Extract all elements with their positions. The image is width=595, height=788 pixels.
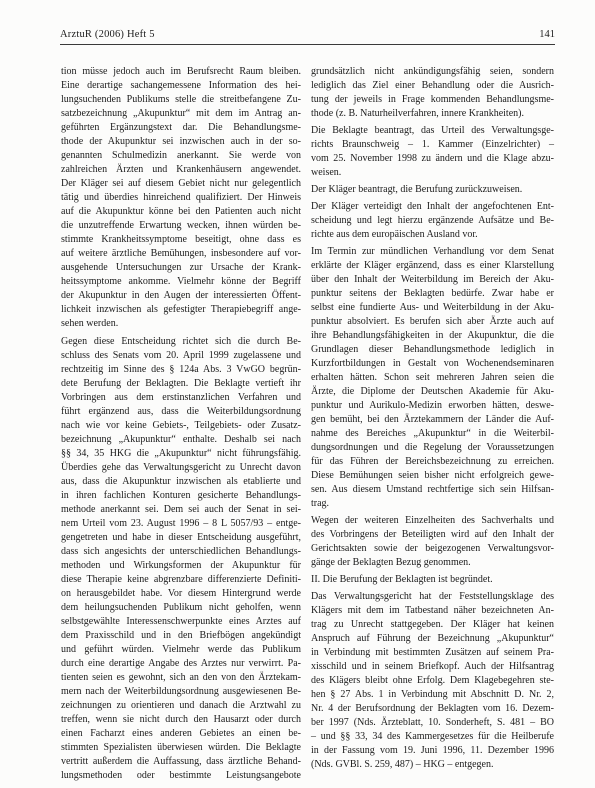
text-line: des Vorbringens der Beteiligten wird auf den Inhalt der [311,529,554,540]
text-line: ihre Behandlungsfähigkeiten in der Akupunktur, die die [311,330,554,341]
text-line: II. Die Berufung der Beklagten ist begründet. [311,574,493,585]
text-line: Überdies gehe das Verwaltungsgericht zu Unrecht davon [61,462,301,473]
text-line: in Verbindung mit bestimmten Zusätzen auf seinem Pra- [311,647,554,658]
text-line: hen § 27 Abs. 1 in Verbindung mit Abschnitt D. Nr. 2, [311,689,554,700]
text-line: lediglich das Ziel einer Behandlung oder die Ausrich- [311,80,554,91]
text-line: Diese Bemühungen seien bisher nicht erfolgreich gewe- [311,470,554,481]
text-line: Im Termin zur mündlichen Verhandlung vor dem Senat [311,246,554,257]
text-line: für das Führen der Bereichsbezeichnung zu erreichen. [311,456,554,467]
text-line: sehen werden. [61,318,119,329]
text-line: in ihren fachlichen Konturen gesicherte Behandlungs- [61,490,301,501]
text-line: tion müsse jedoch auch im Berufsrecht Raum bleiben. [61,66,301,77]
text-line: erhalten hätten. Schon seit mehreren Jahren seien die [311,372,554,383]
text-line: führt ergänzend aus, dass die Weiterbildungsordnung [61,406,301,417]
header-rule [60,44,555,45]
text-line: treffen, wenn sie nicht durch den Hausarzt oder durch [61,714,301,725]
text-line: auf die Akupunktur könne bei den Patienten auch nicht [61,206,301,217]
text-line: genannten Schulmedizin anerkannt. Sie werde von [61,150,301,161]
text-line: Gegen diese Entscheidung richtet sich die durch Be- [61,336,301,347]
text-line: Ärzte, die Diplome der Deutschen Akademie für Aku- [311,386,554,397]
text-line: vom 25. November 1998 zu ändern und die Klage abzu- [311,153,554,164]
text-line: durch eine derartige Angabe des Arztes nur verwirrt. Pa- [61,658,301,669]
text-line: Wegen der weiteren Einzelheiten des Sachverhalts und [311,515,554,526]
text-line: on herausgebildet habe. Vor diesem Hintergrund werde [61,588,301,599]
text-line: dete Berufung der Beklagten. Die Beklagte vertieft ihr [61,378,301,389]
text-line: stimmte Krankheitssymptome beseitigt, ohne dass es [61,234,301,245]
text-line: thode (z. B. Naturheilverfahren, innere Krankheiten). [311,108,524,119]
paragraph [311,514,554,570]
running-head [60,27,555,43]
text-line: Klägers mit dem im Tatbestand näher bezeichneten An- [311,605,554,616]
text-line: punktur absolviert. Es berufen sich aber Ärzte auch auf [311,316,554,327]
text-line: stimmten Spezialisten überwiesen würden. Die Beklagte [61,742,301,753]
text-line: zeichnungen zu orientieren und danach die Arztwahl zu [61,700,301,711]
text-line: der Akupunktur in den Augen der interessierten Öffent- [61,290,301,301]
left-column [61,65,301,783]
text-line: nahme des Bereiches „Akupunktur“ in die Weiterbil- [311,428,554,439]
paragraph [311,65,554,121]
text-line: trag zu Unrecht stattgegeben. Der Kläger hat keinen [311,619,554,630]
text-line: tienten seien es gewohnt, sich an den von den Ärztekam- [61,672,301,683]
text-line: mern nach der Weiterbildungsordnung ausgewiesenen Be- [61,686,301,697]
text-line: §§ 34, 35 HKG die „Akupunktur“ nicht führungsfähig. [61,448,301,459]
text-line: diese Therapie keine abgrenzbare differenzierte Definiti- [61,574,301,585]
text-line: lungsmethoden oder bestimmte Leistungsangebote [61,770,301,781]
text-line: selbst eine fundierte Aus- und Weiterbildung in der Aku- [311,302,554,313]
text-line: trag. [311,498,330,509]
paragraph [311,183,554,197]
text-line: selbstgewählte Interessenschwerpunkte eines Arztes auf [61,616,301,627]
text-line: auf weitere ärztliche Bemühungen, insbesondere auf vor- [61,248,301,259]
text-line: nem Urteil vom 23. August 1996 – 8 L 5057/93 – entge- [61,518,301,529]
text-line: sen. Aus diesem Umstand rechtfertige sich sein Hilfsan- [311,484,554,495]
paragraph [61,335,301,783]
text-line: xisschild und in seinem Briefkopf. Auch der Hilfsantrag [311,661,554,672]
text-line: Kurzfortbildungen in Gestalt von Wochenendseminaren [311,358,554,369]
right-column [311,65,554,772]
text-line: dungsordnungen und die Regelung der Voraussetzungen [311,442,554,453]
text-line: Das Verwaltungsgericht hat der Feststellungsklage des [311,591,554,602]
text-line: Der Kläger beantragt, die Berufung zurückzuweisen. [311,184,523,195]
text-line: rechtzeitig im Sinne des § 124a Abs. 3 VwGO begrün- [61,364,301,375]
text-line: methode anerkannt sei. Dem sei auch der Senat in sei- [61,504,301,515]
text-line: Grundlagen dieser Behandlungsmethode lediglich in [311,344,554,355]
paragraph [311,590,554,772]
text-line: Der Kläger sei auf diesem Gebiet nicht nur gelegentlich [61,178,301,189]
text-line: Gerichtsakten sowie der beigezogenen Verwaltungsvor- [311,543,554,554]
text-line: ausgehende Untersuchungen zur Ursache der Krank- [61,262,301,273]
text-line: und geführt würden. Vielmehr werde das Publikum [61,644,301,655]
text-line: Vorbringen aus dem erstinstanzlichen Verfahren und [61,392,301,403]
paragraph [311,573,554,587]
text-line: Eine derartige sachangemessene Information des hei- [61,80,301,91]
text-line: weisen. [311,167,342,178]
text-line: nach wie vor keine Gebiets-, Teilgebiets- oder Zusatz- [61,420,301,431]
text-line: gen bemüht, bei den Ärztekammern der Länder die Auf- [311,414,554,425]
text-line: ber 1997 (Nds. Ärzteblatt, 10. Sonderheft, S. 481 – BO [311,717,554,728]
text-line: Nr. 4 der Berufsordnung der Beklagten vom 16. Dezem- [311,703,554,714]
text-line: lungsuchenden Publikums stelle die streitbefangene Zu- [61,94,301,105]
paragraph [61,65,301,331]
text-line: punktur seitens der Beklagten bedürfe. Zwar habe er [311,288,554,299]
journal-reference: ArztuR (2006) Heft 5 [60,29,155,40]
text-line: einen Facharzt eines anderen Gebietes an einen be- [61,728,301,739]
text-line: grundsätzlich nicht ankündigungsfähig seien, sondern [311,66,554,77]
text-line: bezeichnung „Akupunktur“ enthalte. Deshalb sei nach [61,434,301,445]
paragraph [311,124,554,180]
text-line: geführten Ergänzungstext dar. Die Behandlungsme- [61,122,301,133]
text-line: in der Fassung vom 19. Juni 1996, 11. Dezember 1996 [311,745,554,756]
text-line: thode der Akupunktur sei inzwischen auch in der so- [61,136,301,147]
text-line: punktur und Aurikulo-Medizin erworben hätten, deswe- [311,400,554,411]
text-line: erklärte der Kläger ergänzend, dass es einer Klarstellung [311,260,554,271]
paragraph [311,200,554,242]
text-line: schluss des Senats vom 20. April 1999 zugelassene und [61,350,301,361]
text-line: aus, dass die Akupunktur inzwischen als etablierte und [61,476,301,487]
text-line: methoden und Wirkungsformen der Akupunktur für [61,560,301,571]
text-line: tung der jeweils in Frage kommenden Behandlungsme- [311,94,554,105]
text-line: (Nds. GVBl. S. 259, 487) – HKG – entgegen. [311,759,494,770]
text-line: scheidung und legt hierzu ergänzende Aufsätze und Be- [311,215,554,226]
text-line: Anspruch auf Führung der Bezeichnung „Akupunktur“ [311,633,554,644]
text-line: über den Inhalt der Weiterbildung im Bereich der Aku- [311,274,554,285]
text-line: richte aus dem europäischen Ausland vor. [311,229,478,240]
text-line: die unzutreffende Erwartung wecken, ihnen würden be- [61,220,301,231]
text-line: vertritt außerdem die Auffassung, dass ärztliche Behand- [61,756,301,767]
text-line: Der Kläger verteidigt den Inhalt der angefochtenen Ent- [311,201,554,212]
text-line: lichkeit inzwischen als gefestigter Therapiebegriff ange- [61,304,301,315]
text-line: dem Praxisschild und in den Briefbögen angekündigt [61,630,301,641]
text-line: – und §§ 33, 34 des Kammergesetzes für die Heilberufe [311,731,554,742]
text-line: Die Beklagte beantragt, das Urteil des Verwaltungsge- [311,125,554,136]
text-line: tätig und überdies hinreichend qualifiziert. Der Hinweis [61,192,301,203]
text-line: satzbezeichnung „Akupunktur“ mit dem im Antrag an- [61,108,301,119]
text-line: dass sich angesichts der unterschiedlichen Behandlungs- [61,546,301,557]
page-number: 141 [539,29,555,40]
text-line: gengetreten und habe in dieser Entscheidung ausgeführt, [61,532,301,543]
text-line: zahlreichen Ärzten und Krankenhäusern angewendet. [61,164,301,175]
text-line: dem heilungsuchenden Publikum nicht geholfen, wenn [61,602,301,613]
text-line: richts Braunschweig – 1. Kammer (Einzelrichter) – [311,139,554,150]
text-line: gänge der Beklagten Bezug genommen. [311,557,471,568]
paragraph [311,245,554,511]
text-line: des Klägers bleibt ohne Erfolg. Dem Klagebegehren ste- [311,675,554,686]
text-line: heitssymptome ankomme. Vielmehr könne der Begriff [61,276,301,287]
